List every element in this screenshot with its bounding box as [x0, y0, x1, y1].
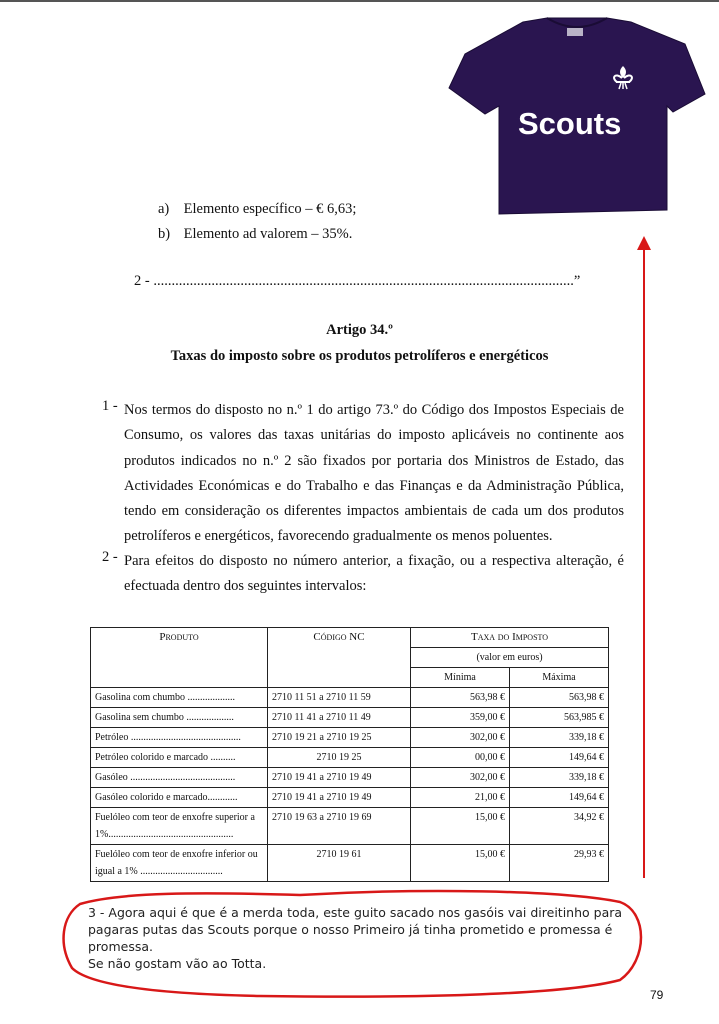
cell-min: 15,00 € — [411, 845, 510, 882]
cell-min: 563,98 € — [411, 688, 510, 708]
red-arrow-up-icon — [637, 236, 651, 878]
cell-max: 149,64 € — [510, 748, 609, 768]
cell-codigo: 2710 19 63 a 2710 19 69 — [268, 808, 411, 845]
article-subtitle: Taxas do imposto sobre os produtos petrolíferos e energéticos — [170, 348, 549, 364]
cell-produto: Gasóleo colorido e marcado............ — [91, 788, 268, 808]
list-item-label: a) — [158, 201, 170, 217]
cell-codigo: 2710 19 21 a 2710 19 25 — [268, 728, 411, 748]
cell-max: 563,985 € — [510, 708, 609, 728]
shirt-label: Scouts — [518, 106, 622, 141]
annotation-line-2: Se não gostam vão ao Totta. — [88, 956, 267, 971]
header-maxima: Máxima — [510, 668, 609, 688]
cell-produto: Fuelóleo com teor de enxofre inferior ou igual a 1% ................................. — [91, 845, 268, 882]
paragraph-1: Nos termos do disposto no n.º 1 do artigo 73.º do Código dos Impostos Especiais de Consumo, os valores das taxas unitárias do imposto aplicáveis no continente aos produtos indicados no n.º 2 são fixados por portaria dos Ministros de Estado, das Actividades Económicas e do Trabalho e das Finanças e da Administração Pública, tendo em consideração os diferentes impactos ambientais de cada um dos produtos petrolíferos e energéticos, favorecendo gradualmente os menos poluentes. — [124, 402, 624, 545]
cell-codigo: 2710 19 41 a 2710 19 49 — [268, 768, 411, 788]
cell-max: 339,18 € — [510, 728, 609, 748]
cell-min: 15,00 € — [411, 808, 510, 845]
list-item-label: b) — [158, 226, 171, 242]
cell-produto: Gasolina com chumbo ................... — [91, 688, 268, 708]
cell-produto: Fuelóleo com teor de enxofre superior a 1%.................................................. — [91, 808, 268, 845]
header-taxa-sub: (valor em euros) — [411, 648, 609, 668]
list-item-text: Elemento específico – € 6,63; — [183, 201, 357, 217]
header-taxa: Taxa do Imposto — [411, 628, 609, 648]
header-minima: Mínima — [411, 668, 510, 688]
paragraph-number: 2 - — [102, 549, 118, 565]
cell-min: 21,00 € — [411, 788, 510, 808]
handwritten-annotation — [88, 904, 628, 972]
cell-produto: Gasóleo .......................................... — [91, 768, 268, 788]
header-produto: Produto — [91, 628, 268, 688]
paragraph-2: Para efeitos do disposto no número anterior, a fixação, ou a respectiva alteração, é efectuada dentro dos seguintes intervalos: — [124, 553, 624, 595]
cell-min: 302,00 € — [411, 768, 510, 788]
cell-max: 29,93 € — [510, 845, 609, 882]
header-codigo: Código NC — [268, 628, 411, 688]
annotation-line-1: 3 - Agora aqui é que é a merda toda, este guito sacado nos gasóis vai direitinho para pagaras putas das Scouts porque o nosso Primeiro já tinha prometido e promessa é promessa. — [88, 905, 623, 954]
page-number: 79 — [650, 988, 664, 1002]
cell-produto: Gasolina sem chumbo ................... — [91, 708, 268, 728]
list-item-text: Elemento ad valorem – 35%. — [183, 226, 353, 242]
cell-codigo: 2710 11 51 a 2710 11 59 — [268, 688, 411, 708]
cell-codigo: 2710 19 41 a 2710 19 49 — [268, 788, 411, 808]
cell-codigo: 2710 19 61 — [268, 845, 411, 882]
cell-max: 149,64 € — [510, 788, 609, 808]
cell-codigo: 2710 19 25 — [268, 748, 411, 768]
article-title: Artigo 34.º — [326, 322, 393, 338]
cell-min: 00,00 € — [411, 748, 510, 768]
cell-max: 563,98 € — [510, 688, 609, 708]
cell-max: 34,92 € — [510, 808, 609, 845]
cell-min: 302,00 € — [411, 728, 510, 748]
cell-max: 339,18 € — [510, 768, 609, 788]
cell-min: 359,00 € — [411, 708, 510, 728]
cell-produto: Petróleo colorido e marcado .......... — [91, 748, 268, 768]
item-2-prefix: 2 - — [134, 273, 150, 289]
paragraph-number: 1 - — [102, 398, 118, 414]
cell-codigo: 2710 11 41 a 2710 11 49 — [268, 708, 411, 728]
cell-produto: Petróleo ............................................ — [91, 728, 268, 748]
item-2-dots: ....................................................................................................................” — [153, 273, 581, 289]
